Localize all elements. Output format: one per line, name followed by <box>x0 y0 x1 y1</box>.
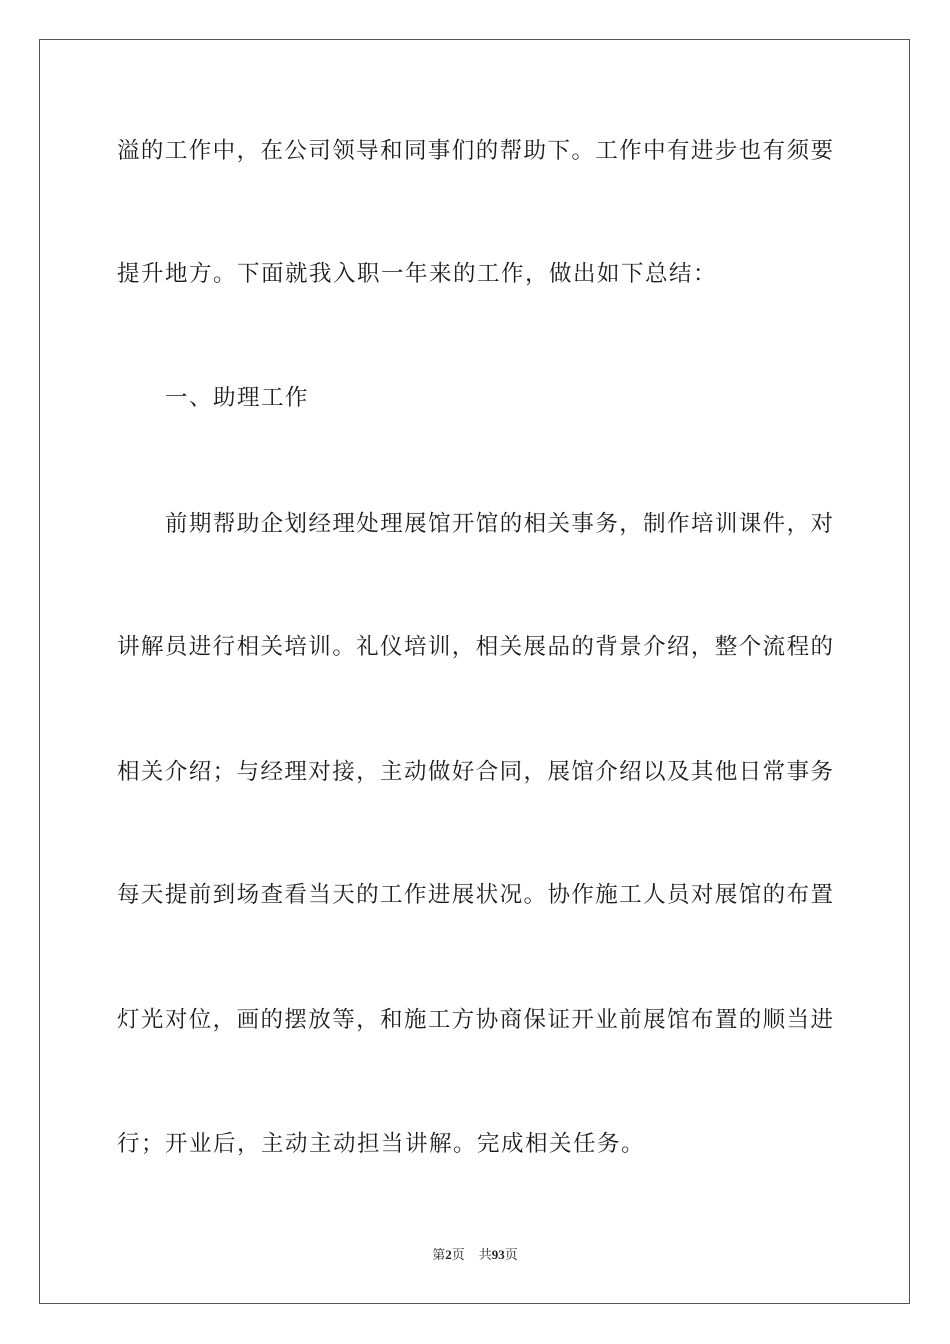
total-prefix: 共 <box>478 1248 492 1263</box>
body-line-8: 灯光对位，画的摆放等，和施工方协商保证开业前展馆布置的顺当进 <box>117 1007 833 1033</box>
page-suffix: 页 <box>451 1248 465 1263</box>
body-line-2: 提升地方。下面就我入职一年来的工作，做出如下总结： <box>117 261 718 287</box>
body-line-7: 每天提前到场查看当天的工作进展状况。协作施工人员对展馆的布置 <box>117 882 833 908</box>
section-heading: 一、助理工作 <box>165 385 310 411</box>
total-suffix: 页 <box>504 1248 518 1263</box>
total-pages: 93 <box>491 1247 505 1262</box>
page-border <box>39 39 910 1304</box>
page-footer <box>0 1246 950 1265</box>
body-line-6: 相关介绍；与经理对接，主动做好合同，展馆介绍以及其他日常事务 <box>117 759 833 785</box>
page-number: 2 <box>445 1247 452 1262</box>
page-prefix: 第 <box>432 1248 446 1263</box>
body-line-4: 前期帮助企划经理处理展馆开馆的相关事务，制作培训课件，对 <box>165 511 833 537</box>
body-line-5: 讲解员进行相关培训。礼仪培训，相关展品的背景介绍，整个流程的 <box>117 634 833 660</box>
body-line-1: 溢的工作中，在公司领导和同事们的帮助下。工作中有进步也有须要 <box>117 138 833 164</box>
body-line-9: 行；开业后，主动主动担当讲解。完成相关任务。 <box>117 1131 646 1157</box>
